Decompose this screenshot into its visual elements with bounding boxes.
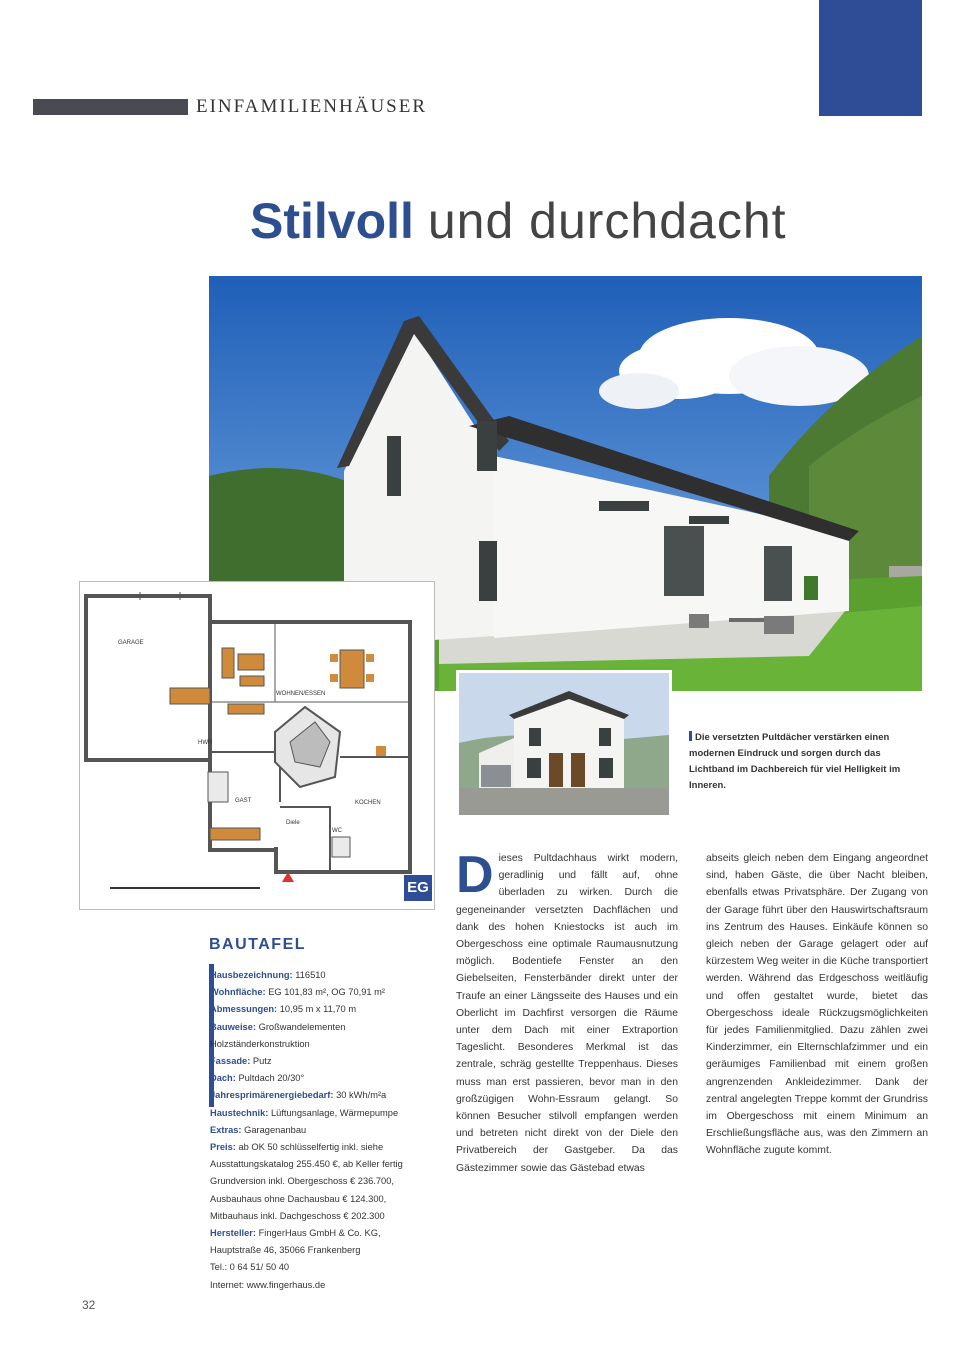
fact-row: Fassade: Putz — [210, 1056, 272, 1067]
fact-row: Mitbauhaus inkl. Dachgeschoss € 202.300 — [210, 1210, 385, 1221]
fact-row: Internet: www.fingerhaus.de — [210, 1279, 326, 1290]
fact-row: Extras: Garagenanbau — [210, 1124, 307, 1135]
article-column-2 — [706, 850, 928, 1160]
caption-text: Die versetzten Pultdächer verstärken einen modernen Eindruck und sorgen durch das Lichtband im Dachbereich für viel Helligkeit im Inneren. — [689, 732, 901, 791]
headline-strong: Stilvoll — [250, 193, 414, 249]
fact-row: Jahresprimärenergiebedarf: 30 kWh/m²a — [210, 1090, 387, 1101]
room-label-garage: GARAGE — [118, 640, 144, 646]
fact-row: Preis: ab OK 50 schlüsselfertig inkl. siehe — [210, 1142, 384, 1153]
headline-light: und durchdacht — [427, 193, 787, 249]
bautafel-facts — [210, 967, 440, 1294]
bautafel-title: BAUTAFEL — [209, 936, 307, 953]
fact-row: Abmessungen: 10,95 m x 11,70 m — [210, 1004, 357, 1015]
floor-plan — [79, 581, 435, 910]
fact-row: Hauptstraße 46, 35066 Frankenberg — [210, 1245, 361, 1256]
fact-row: Wohnfläche: EG 101,83 m², OG 70,91 m² — [210, 987, 385, 998]
corner-color-block — [819, 0, 922, 116]
fact-row: Tel.: 0 64 51/ 50 40 — [210, 1262, 290, 1273]
article-text-1: ieses Pultdachhaus wirkt modern, geradlinig und fällt auf, ohne überladen zu wirken. Durch die gegeneinander versetzten Dachflächen und dank des hohen Kniestocks ist auch im Obergeschoss eine optimale Raumausnutzung möglich. Bodentiefe Fenster an den Giebelseiten, Fensterbänder direkt unter der Traufe an einer Längsseite des Hauses und ein Oberlicht im Dachfirst versorgen die Räume unter dem Dach mit einer Extraportion Tageslicht. Besonderes Merkmal ist das zentrale, schräg gestellte Treppenhaus. Dieses muss man erst passieren, bevor man in den großzügigen Wohn-Essraum gelangt. So können Besucher stilvoll empfangen werden und betreten nicht direkt von der Diele den Privatbereich der Gastgeber. Da das Gästezimmer sowie das Gästebad etwas — [456, 853, 678, 1174]
drop-cap: D — [456, 846, 494, 904]
section-label: EINFAMILIENHÄUSER — [196, 96, 428, 117]
room-label-hwr: HWR — [198, 740, 213, 746]
page-number: 32 — [82, 1298, 96, 1312]
room-label-diele: Diele — [286, 820, 300, 826]
fact-row: Dach: Pultdach 20/30° — [210, 1073, 305, 1084]
fact-row: Hausbezeichnung: 116510 — [210, 970, 326, 980]
article-text-2: abseits gleich neben dem Eingang angeordnet sind, haben Gäste, die über Nacht bleiben, ebenfalls etwas Privatsphäre. Der Zugang von der Garage führt über den Hauswirtschaftsraum ins Zentrum des Hauses. Einkäufe können so gleich neben der Garage gelagert oder auf kürzestem Weg weiter in die Küche transportiert werden. Während das Erdgeschoss weitläufig und offen gestaltet wurde, bietet das Obergeschoss ideale Rückzugsmöglichkeiten für jedes Familienmitglied. Dazu zählen zwei Kinderzimmer, ein Elternschlafzimmer und ein geräumiges Familienbad mit einem großen angrenzenden Ankleidezimmer. Dank der zentral angelegten Treppe kommt der Grundriss im Obergeschoss mit einem Minimum an Erschließungsfläche aus, was den Zimmern an Wohnfläche zugute kommt. — [706, 853, 928, 1157]
house-photo-front — [456, 670, 672, 818]
fact-row: Hersteller: FingerHaus GmbH & Co. KG, — [210, 1228, 381, 1239]
room-label-wc: WC — [332, 828, 342, 834]
room-label-gast: GAST — [235, 798, 252, 804]
floor-badge: EG — [404, 875, 432, 901]
fact-row: Grundversion inkl. Obergeschoss € 236.700, — [210, 1176, 394, 1187]
fact-row: Holzständerkonstruktion — [210, 1038, 310, 1049]
fact-row: Ausbauhaus ohne Dachausbau € 124.300, — [210, 1193, 387, 1204]
caption-marker — [689, 731, 692, 741]
room-label-living: WOHNEN/ESSEN — [276, 691, 326, 697]
section-bar — [33, 99, 188, 115]
room-label-kochen: KOCHEN — [355, 800, 381, 806]
fact-row: Haustechnik: Lüftungsanlage, Wärmepumpe — [210, 1107, 399, 1118]
article-column-1 — [456, 846, 678, 1177]
fact-row: Ausstattungskatalog 255.450 €, ab Keller fertig — [210, 1159, 403, 1170]
headline — [250, 193, 787, 249]
photo-caption — [689, 730, 919, 794]
fact-row: Bauweise: Großwandelementen — [210, 1021, 346, 1032]
